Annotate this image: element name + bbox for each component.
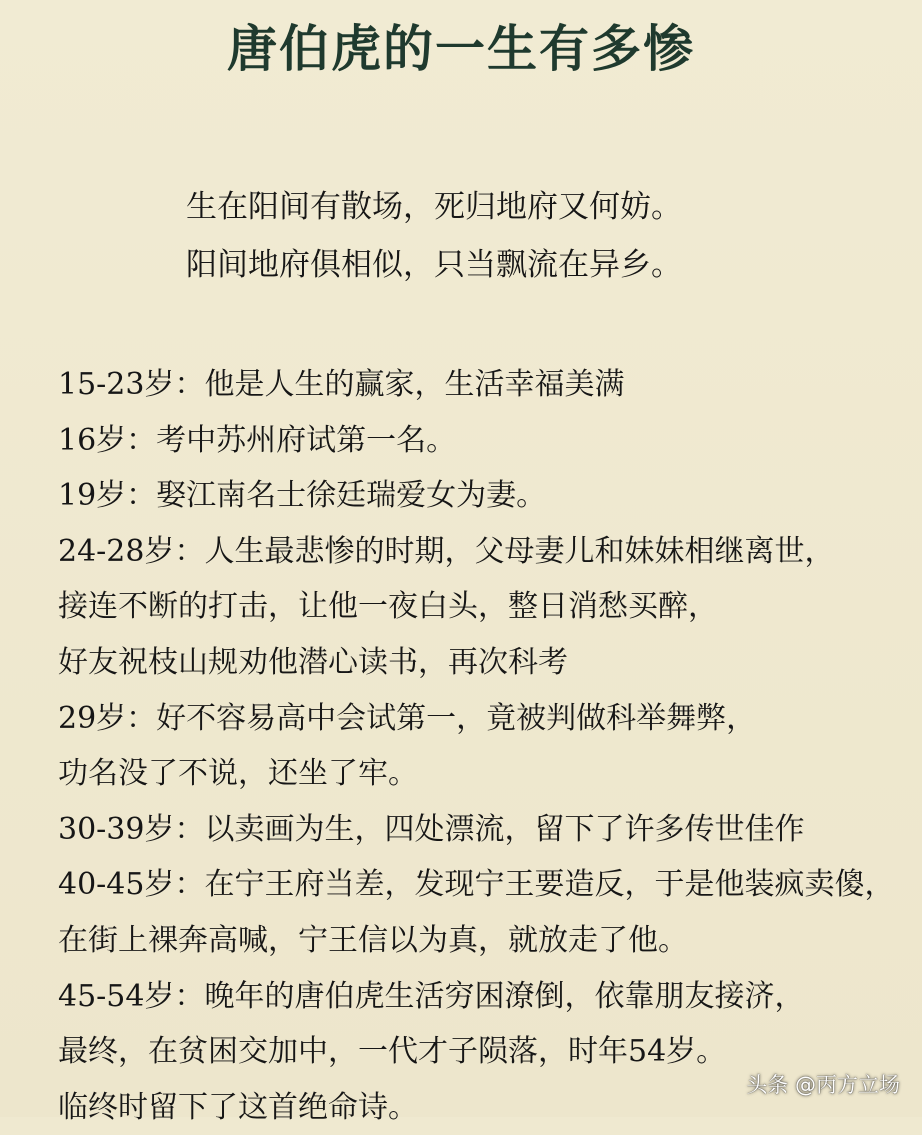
timeline-line: 临终时留下了这首绝命诗。 — [58, 1089, 418, 1125]
source-watermark: 头条 @丙方立场 — [746, 1073, 900, 1097]
timeline-line: 40-45岁：在宁王府当差，发现宁王要造反，于是他装疯卖傻， — [58, 867, 895, 903]
timeline-line: 在街上裸奔高喊，宁王信以为真，就放走了他。 — [58, 922, 688, 958]
life-timeline — [58, 357, 894, 1135]
timeline-line: 19岁：娶江南名士徐廷瑞爱女为妻。 — [58, 478, 547, 514]
timeline-line: 24-28岁：人生最悲惨的时期，父母妻儿和妹妹相继离世， — [58, 533, 835, 569]
timeline-line: 15-23岁：他是人生的赢家，生活幸福美满 — [58, 367, 625, 402]
timeline-line: 30-39岁：以卖画为生，四处漂流，留下了许多传世佳作 — [58, 811, 805, 847]
poem-block — [186, 178, 682, 294]
timeline-line: 功名没了不说，还坐了牢。 — [58, 756, 418, 792]
timeline-line: 29岁：好不容易高中会试第一，竟被判做科举舞弊， — [58, 700, 757, 736]
timeline-line: 最终，在贫困交加中，一代才子陨落，时年54岁。 — [58, 1034, 727, 1070]
timeline-line: 45-54岁：晚年的唐伯虎生活穷困潦倒，依靠朋友接济， — [58, 978, 805, 1014]
timeline-line: 16岁：考中苏州府试第一名。 — [58, 422, 457, 458]
page-title: 唐伯虎的一生有多惨 — [227, 20, 695, 78]
timeline-line: 接连不断的打击，让他一夜白头，整日消愁买醉， — [58, 589, 718, 625]
timeline-line: 好友祝枝山规劝他潜心读书，再次科考 — [58, 644, 568, 680]
poem-line-2: 阳间地府俱相似，只当飘流在异乡。 — [186, 247, 682, 283]
poem-line-1: 生在阳间有散场，死归地府又何妨。 — [186, 189, 682, 225]
